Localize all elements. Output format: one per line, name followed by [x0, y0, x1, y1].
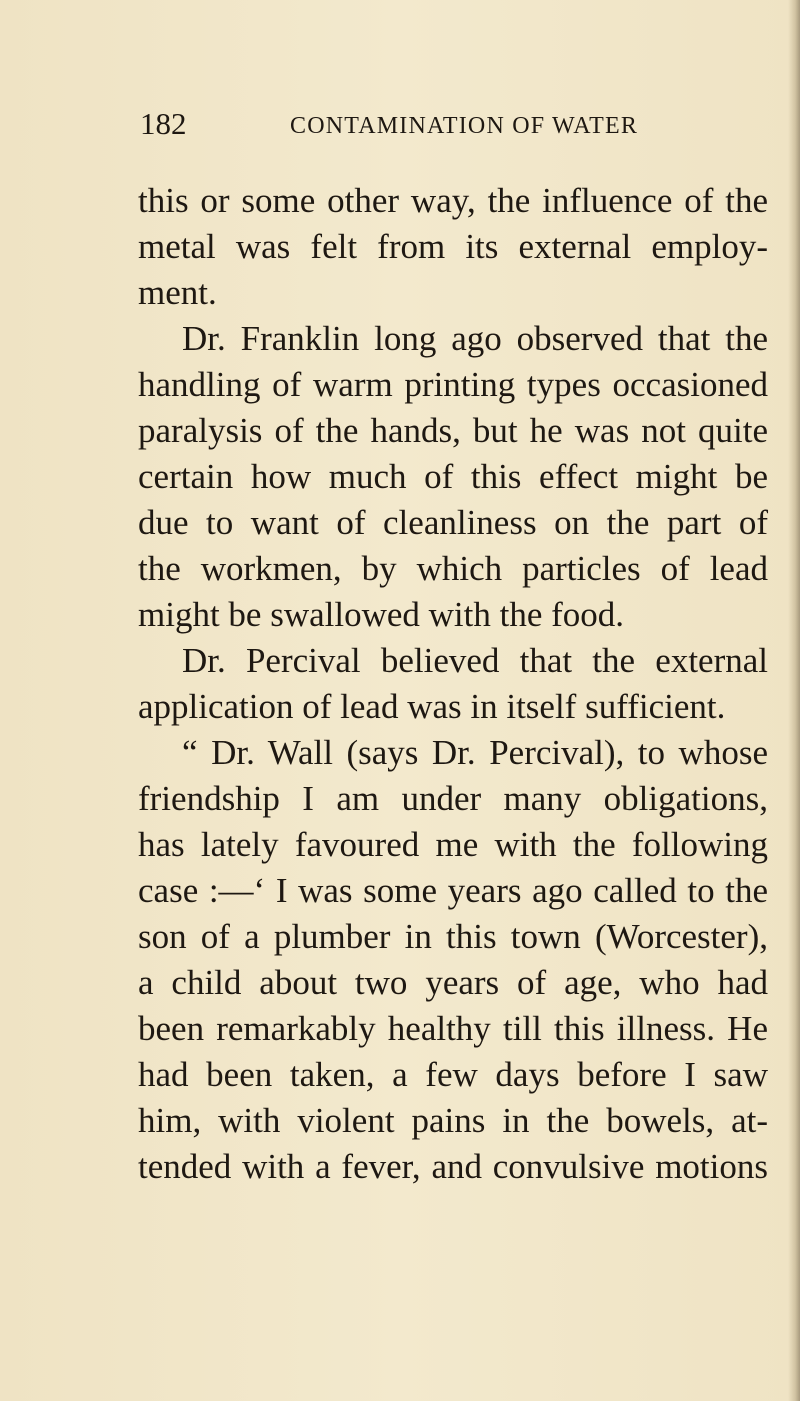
text-line: tended with a fever, and convulsive motions — [138, 1147, 768, 1186]
text-line: “ Dr. Wall (says Dr. Percival), to whose — [182, 733, 768, 772]
text-line: a child about two years of age, who had — [138, 963, 768, 1002]
text-line: certain how much of this effect might be — [138, 457, 768, 496]
text-line: due to want of cleanliness on the part of — [138, 503, 768, 542]
text-line: been remarkably healthy till this illness. He — [138, 1009, 768, 1048]
body-text — [138, 178, 768, 1190]
text-line: might be swallowed with the food. — [138, 595, 625, 634]
text-line: son of a plumber in this town (Worcester), — [138, 917, 768, 956]
text-line: paralysis of the hands, but he was not quite — [138, 411, 768, 450]
running-head: CONTAMINATION OF WATER — [290, 113, 639, 139]
text-line: metal was felt from its external employ- — [138, 227, 768, 266]
text-line: the workmen, by which particles of lead — [138, 549, 768, 588]
text-line: application of lead was in itself sufficient. — [138, 687, 726, 726]
page-number: 182 — [140, 106, 187, 141]
text-line: ment. — [138, 273, 217, 312]
text-line: him, with violent pains in the bowels, at- — [138, 1101, 768, 1140]
text-line: case :—‘ I was some years ago called to the — [138, 871, 768, 910]
page-header — [140, 104, 660, 144]
text-line: Dr. Franklin long ago observed that the — [182, 319, 768, 358]
text-line: has lately favoured me with the following — [138, 825, 768, 864]
text-line: Dr. Percival believed that the external — [182, 641, 768, 680]
text-line: this or some other way, the influence of the — [138, 181, 768, 220]
text-line: handling of warm printing types occasioned — [138, 365, 768, 404]
text-line: friendship I am under many obligations, — [138, 779, 768, 818]
text-line: had been taken, a few days before I saw — [138, 1055, 768, 1094]
page-edge-shadow — [788, 0, 800, 1401]
